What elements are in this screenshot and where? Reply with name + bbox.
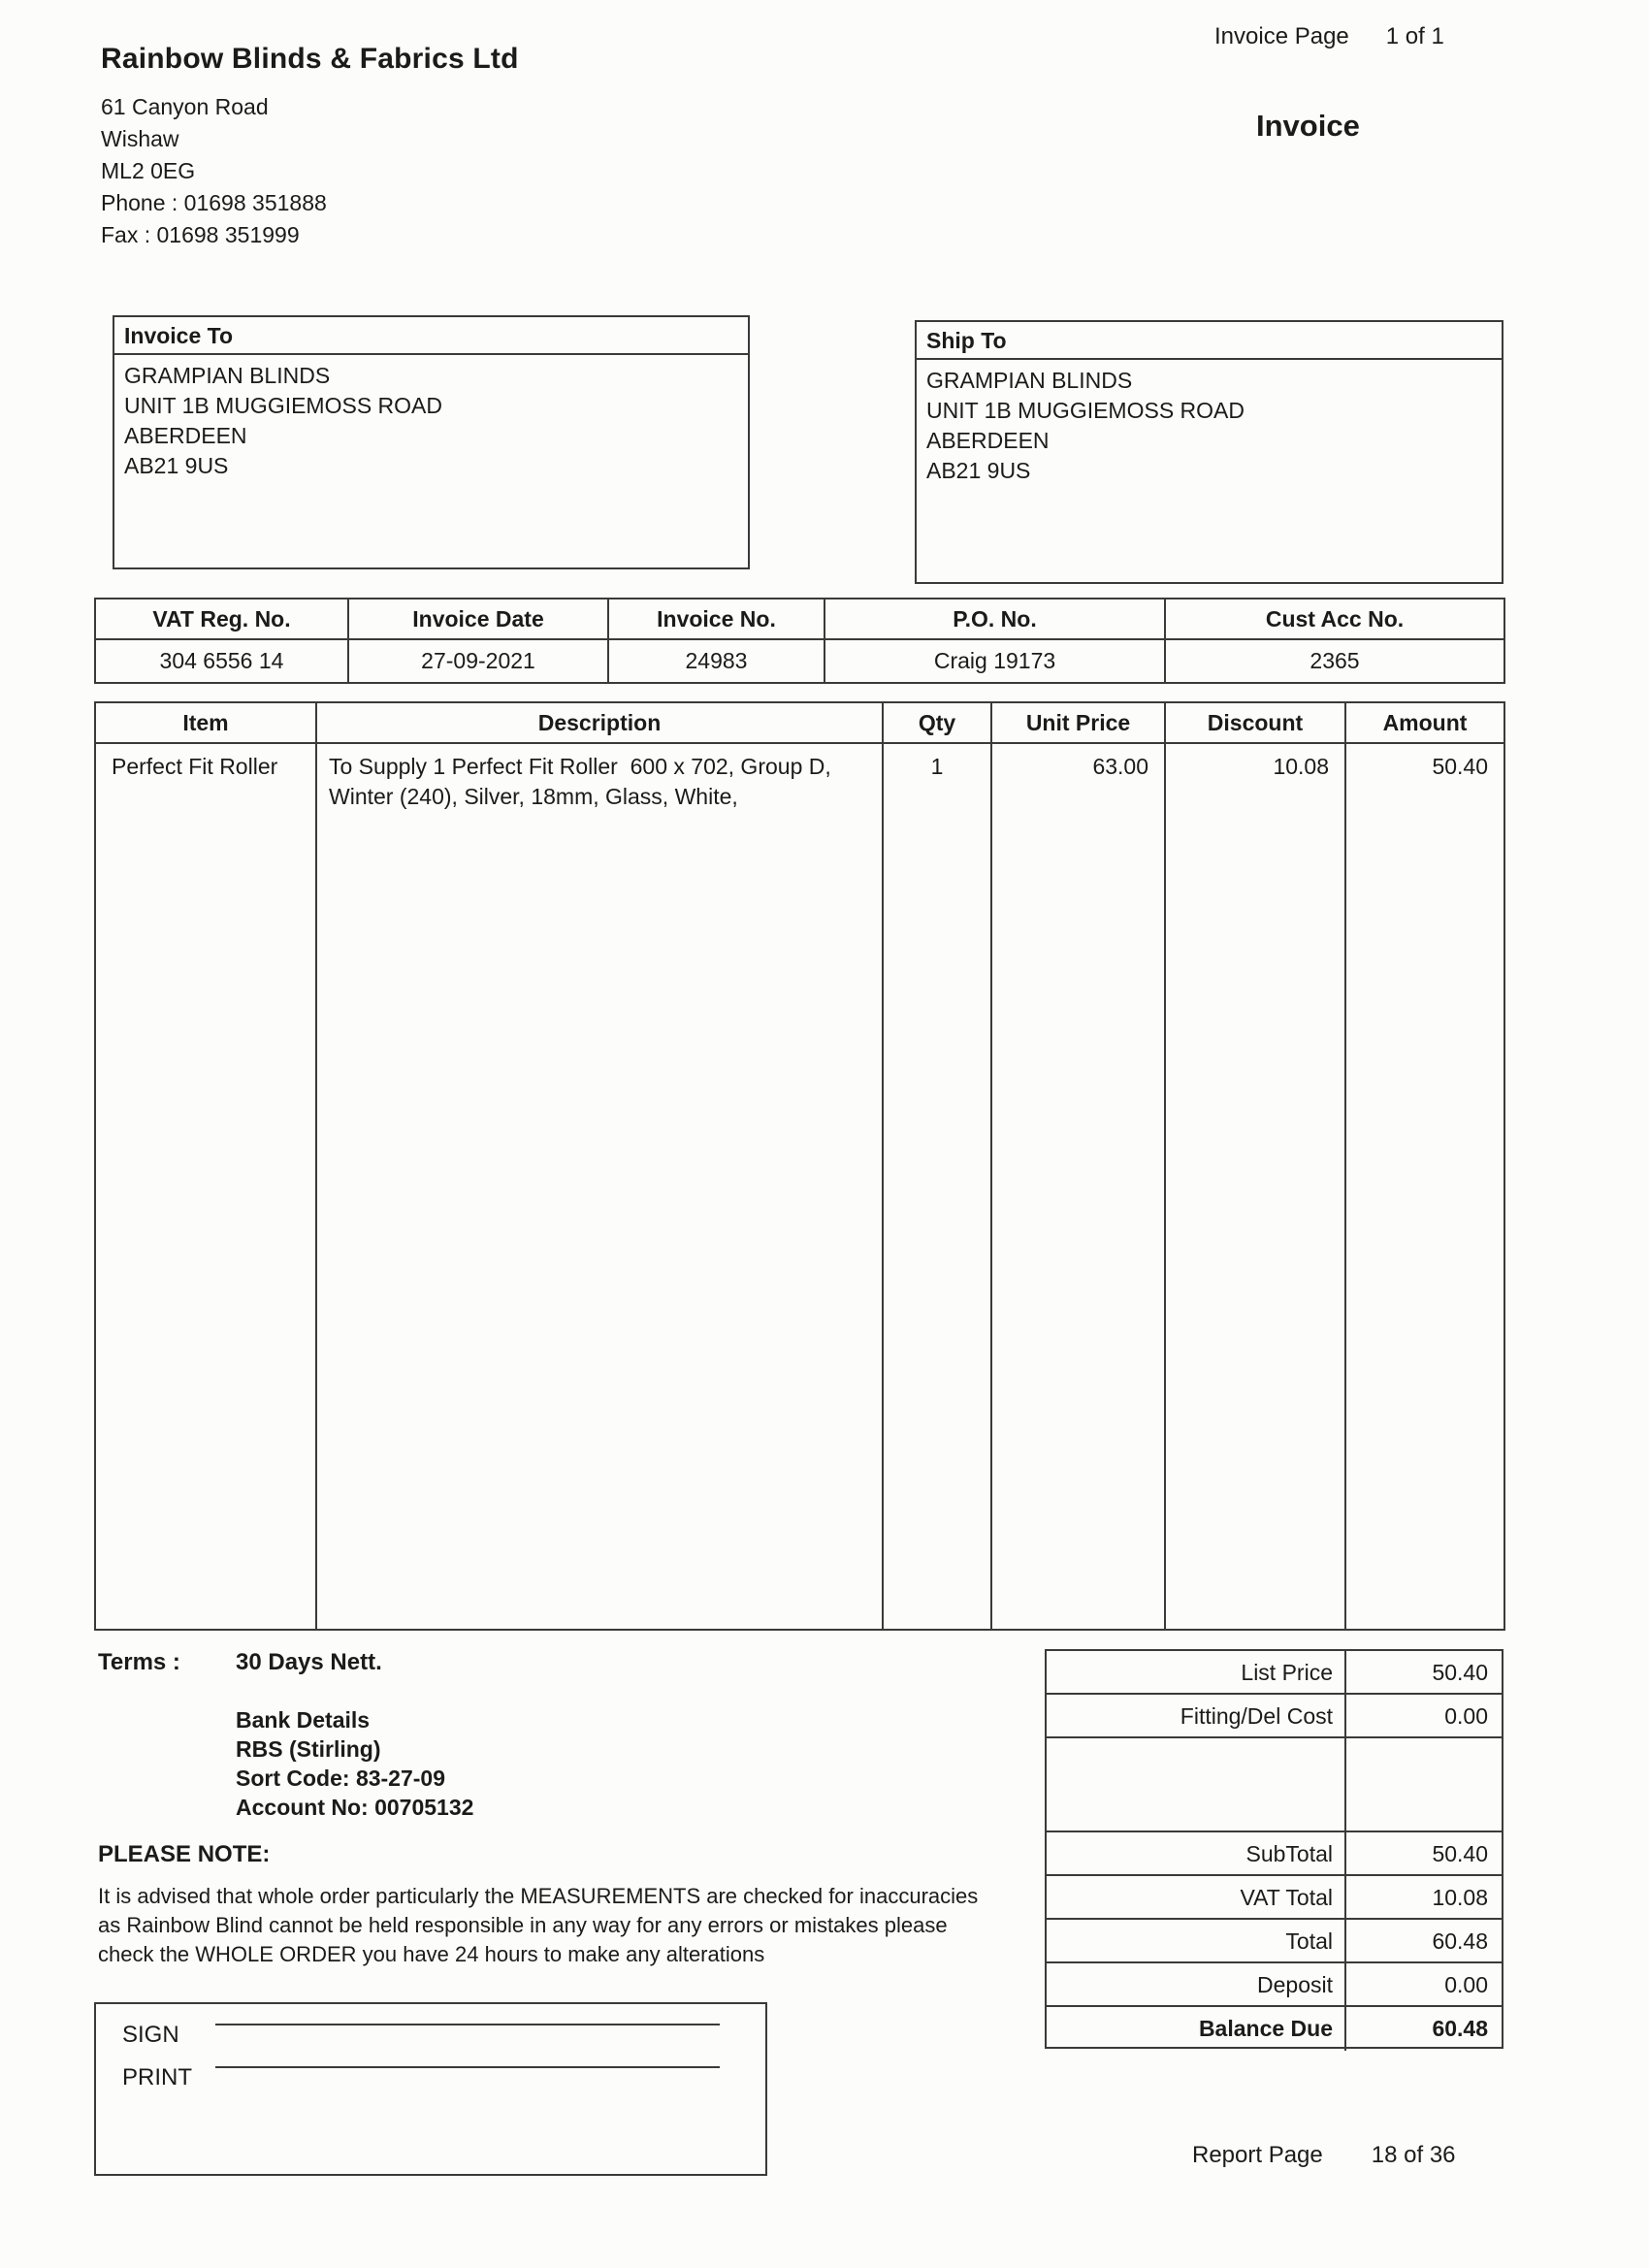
invoice-to-line: UNIT 1B MUGGIEMOSS ROAD (124, 393, 443, 418)
table-row (95, 743, 1504, 1630)
totals-label: SubTotal (1047, 1832, 1346, 1874)
company-block (101, 43, 519, 251)
meta-header-vat: VAT Reg. No. (95, 599, 348, 639)
sign-label: SIGN (122, 2022, 179, 2048)
totals-value: 60.48 (1432, 2016, 1488, 2041)
totals-label: Total (1047, 1920, 1346, 1961)
meta-value-po-no: Craig 19173 (824, 639, 1165, 683)
totals-box (1045, 1649, 1504, 2049)
invoice-to-title: Invoice To (114, 317, 748, 355)
ship-to-line: UNIT 1B MUGGIEMOSS ROAD (926, 398, 1245, 423)
signature-box (94, 2002, 767, 2176)
item-unit-price-cell: 63.00 (991, 743, 1165, 1630)
totals-value: 10.08 (1432, 1885, 1488, 1910)
totals-value: 0.00 (1444, 1703, 1488, 1729)
totals-row-vat-total (1047, 1876, 1502, 1920)
totals-row-total (1047, 1920, 1502, 1963)
header-page-label: Invoice Page (1214, 23, 1349, 49)
totals-row-fitting-del-cost (1047, 1695, 1502, 1738)
item-qty-cell: 1 (883, 743, 991, 1630)
terms-label: Terms : (98, 1649, 180, 1675)
company-name: Rainbow Blinds & Fabrics Ltd (101, 43, 519, 75)
company-phone: Phone : 01698 351888 (101, 190, 327, 215)
item-discount-cell: 10.08 (1165, 743, 1345, 1630)
totals-value: 60.48 (1432, 1928, 1488, 1954)
totals-row-balance-due (1047, 2007, 1502, 2051)
meta-header-invoice-no: Invoice No. (608, 599, 824, 639)
meta-value-cust-acc: 2365 (1165, 639, 1504, 683)
meta-value-invoice-no: 24983 (608, 639, 824, 683)
items-header-unit-price: Unit Price (991, 702, 1165, 743)
sign-line (215, 2024, 720, 2025)
totals-label: Deposit (1047, 1963, 1346, 2005)
items-header-description: Description (316, 702, 883, 743)
bank-details-block (236, 1705, 473, 1822)
totals-label: List Price (1047, 1651, 1346, 1693)
terms-value: 30 Days Nett. (236, 1649, 382, 1675)
invoice-to-line: AB21 9US (124, 453, 229, 478)
bank-details-title: Bank Details (236, 1707, 371, 1733)
items-header-row (95, 702, 1504, 743)
totals-spacer-row (1047, 1738, 1502, 1832)
totals-row-subtotal (1047, 1832, 1502, 1876)
item-amount-cell: 50.40 (1345, 743, 1504, 1630)
meta-header-cust-acc: Cust Acc No. (1165, 599, 1504, 639)
items-header-item: Item (95, 702, 316, 743)
items-header-qty: Qty (883, 702, 991, 743)
totals-value: 0.00 (1444, 1972, 1488, 1997)
ship-to-box (915, 320, 1504, 584)
meta-header-invoice-date: Invoice Date (348, 599, 608, 639)
company-address-line: 61 Canyon Road (101, 94, 269, 119)
please-note-title: PLEASE NOTE: (98, 1841, 271, 1867)
totals-label: Balance Due (1047, 2007, 1346, 2051)
invoice-to-box (113, 315, 750, 569)
ship-to-address (917, 360, 1502, 492)
invoice-to-address (114, 355, 748, 487)
ship-to-line: AB21 9US (926, 458, 1031, 483)
invoice-meta-table (94, 598, 1505, 684)
invoice-title: Invoice (1256, 109, 1360, 143)
meta-value-invoice-date: 27-09-2021 (348, 639, 608, 683)
totals-row-deposit (1047, 1963, 1502, 2007)
bank-details-line: Sort Code: 83-27-09 (236, 1766, 446, 1791)
report-page-footer (1192, 2142, 1456, 2169)
totals-row-list-price (1047, 1651, 1502, 1695)
meta-header-po-no: P.O. No. (824, 599, 1165, 639)
totals-label: Fitting/Del Cost (1047, 1695, 1346, 1736)
meta-header-row (95, 599, 1504, 639)
company-address-line: ML2 0EG (101, 158, 196, 183)
ship-to-line: GRAMPIAN BLINDS (926, 368, 1133, 393)
page-number-header (1214, 23, 1444, 50)
meta-value-vat: 304 6556 14 (95, 639, 348, 683)
header-page-value: 1 of 1 (1385, 23, 1444, 49)
invoice-to-line: GRAMPIAN BLINDS (124, 363, 331, 388)
invoice-to-line: ABERDEEN (124, 423, 247, 448)
footer-page-label: Report Page (1192, 2142, 1323, 2168)
item-description-cell: To Supply 1 Perfect Fit Roller 600 x 702, Group D, Winter (240), Silver, 18mm, Glass, White, (316, 743, 883, 1630)
bank-details-line: Account No: 00705132 (236, 1795, 474, 1820)
totals-label: VAT Total (1047, 1876, 1346, 1918)
company-fax: Fax : 01698 351999 (101, 222, 300, 247)
ship-to-line: ABERDEEN (926, 428, 1050, 453)
bank-details-line: RBS (Stirling) (236, 1736, 381, 1762)
please-note-text: It is advised that whole order particularly the MEASUREMENTS are checked for inaccuracies as Rainbow Blind cannot be held responsible in any way for any errors or mistakes please check the WHOLE ORDER you have 24 hours to make any alterations (98, 1884, 979, 1966)
print-line (215, 2066, 720, 2068)
meta-value-row (95, 639, 1504, 683)
footer-page-value: 18 of 36 (1371, 2142, 1456, 2168)
company-address-line: Wishaw (101, 126, 179, 151)
print-label: PRINT (122, 2064, 192, 2090)
items-header-amount: Amount (1345, 702, 1504, 743)
item-name-cell: Perfect Fit Roller (95, 743, 316, 1630)
totals-value: 50.40 (1432, 1841, 1488, 1866)
items-header-discount: Discount (1165, 702, 1345, 743)
line-items-table (94, 701, 1505, 1631)
ship-to-title: Ship To (917, 322, 1502, 360)
totals-value: 50.40 (1432, 1660, 1488, 1685)
